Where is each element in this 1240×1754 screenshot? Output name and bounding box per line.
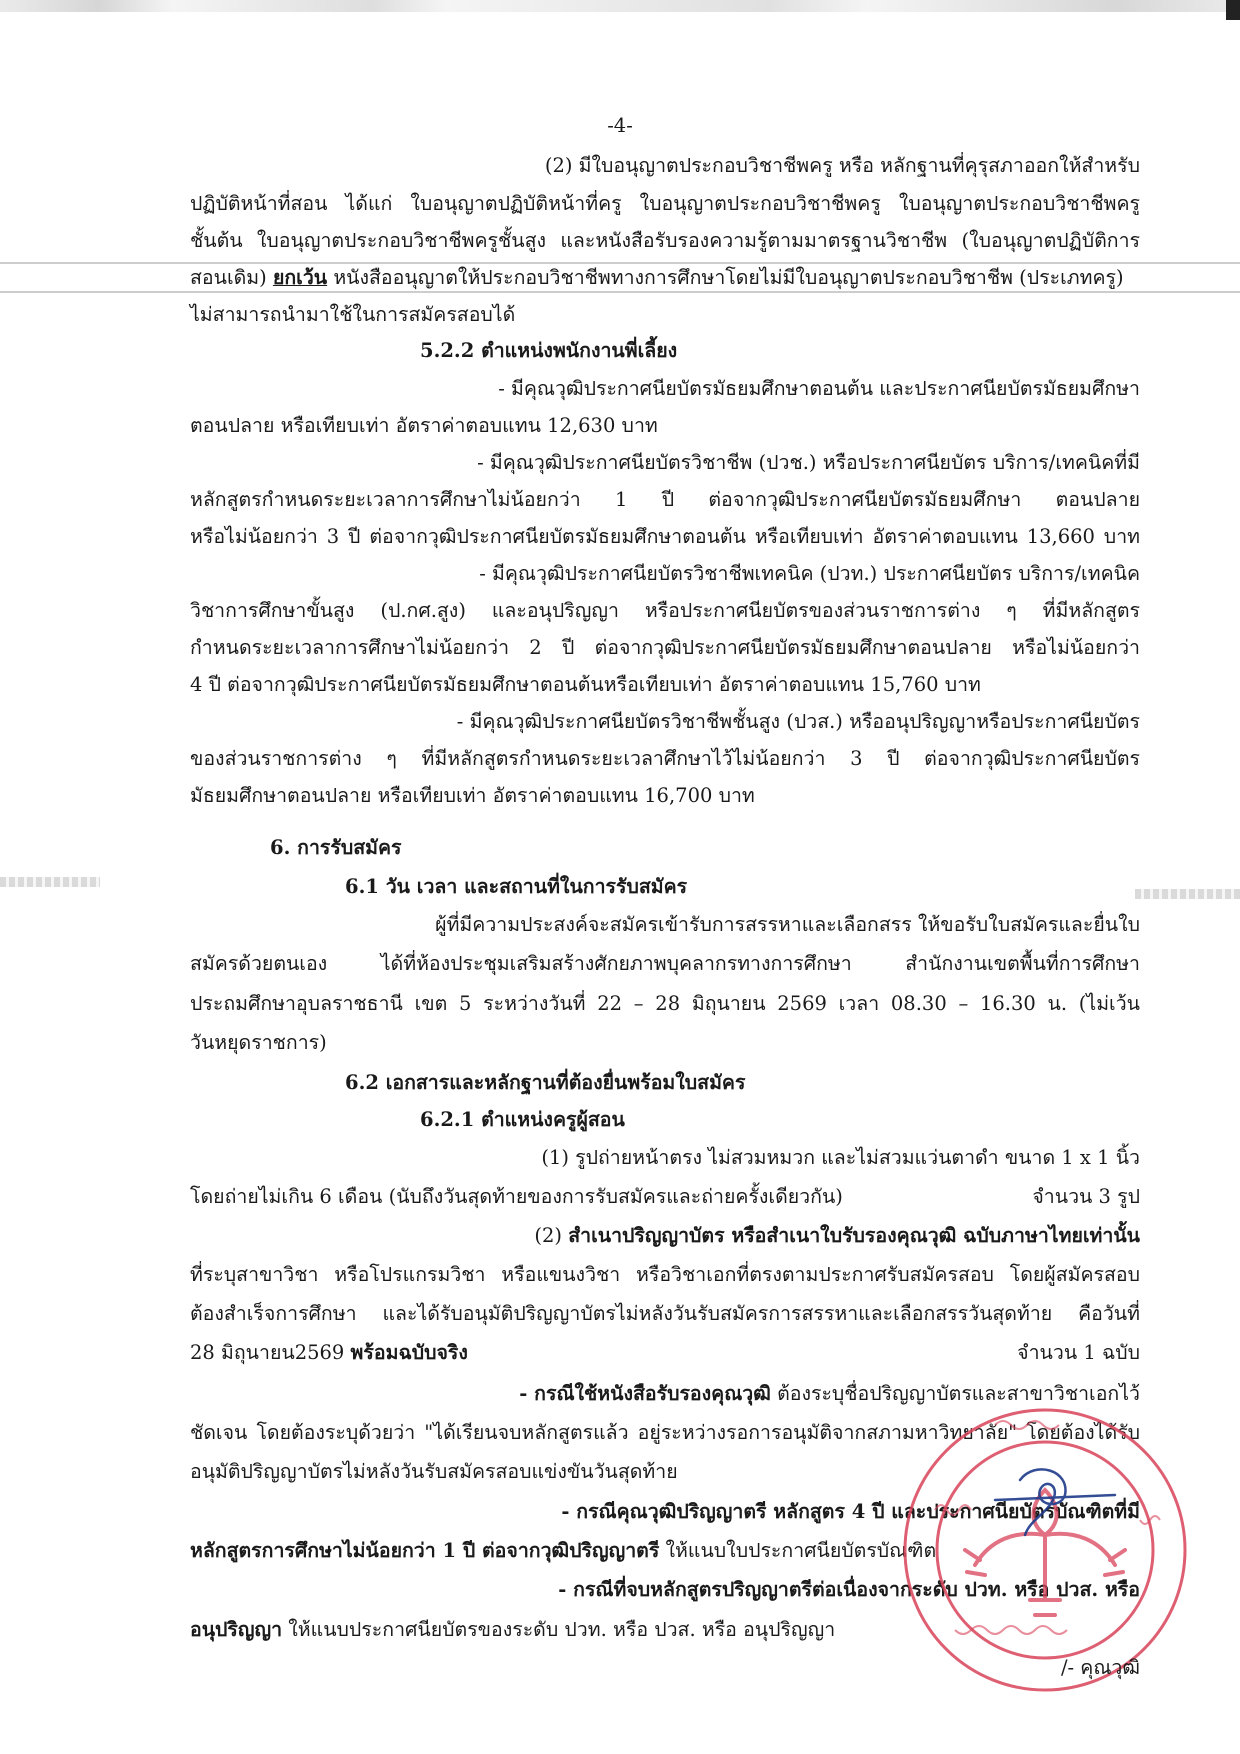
text-span: หนังสืออนุญาตให้ประกอบวิชาชีพทางการศึกษาโดยไม่มีใบอนุญาตประกอบวิชาชีพ (ประเภทครู) [333,266,1124,289]
emphasis-text: อนุปริญญา [190,1618,283,1641]
text-line: ตอนปลาย หรือเทียบเท่า อัตราค่าตอบแทน 12,630 บาท [190,414,658,437]
text-line [190,1222,1140,1250]
text-line: หรือไม่น้อยกว่า 3 ปี ต่อจากวุฒิประกาศนียบัตรมัธยมศึกษาตอนต้น หรือเทียบเท่า อัตราค่าตอบแทน 13,660 บาท [190,525,1140,548]
text-span: โดยถ่ายไม่เกิน 6 เดือน (นับถึงวันสุดท้ายของการรับสมัครและถ่ายครั้งเดียวกัน) [190,1185,843,1208]
text-line: ชั้นต้น ใบอนุญาตประกอบวิชาชีพครูชั้นสูง และหนังสือรับรองความรู้ตามมาตรฐานวิชาชีพ (ใบอนุญาตปฏิบัติการ [190,229,1140,252]
text-line: ต้องสำเร็จการศึกษา และได้รับอนุมัติปริญญาบัตรไม่หลังวันรับสมัครการสรรหาและเลือกสรรวันสุดท้าย คือวันที่ [190,1302,1140,1325]
text-span [190,1339,468,1367]
emphasis-text: - กรณีใช้หนังสือรับรองคุณวุฒิ [519,1382,771,1405]
text-line: - มีคุณวุฒิประกาศนียบัตรวิชาชีพเทคนิค (ปวท.) ประกาศนียบัตร บริการ/เทคนิค [479,562,1140,585]
text-line: ประถมศึกษาอุบลราชธานี เขต 5 ระหว่างวันที่ 22 – 28 มิถุนายน 2569 เวลา 08.30 – 16.30 น. (ไม่เว้น [190,992,1140,1015]
text-span: ให้แนบประกาศนียบัตรของระดับ ปวท. หรือ ปวส. หรือ อนุปริญญา [288,1618,836,1641]
text-line: วันหยุดราชการ) [190,1031,327,1054]
text-line: - มีคุณวุฒิประกาศนียบัตรมัธยมศึกษาตอนต้น และประกาศนียบัตรมัธยมศึกษา [498,377,1140,400]
text-span: ให้แนบใบประกาศนียบัตรบัณฑิต [665,1539,937,1562]
text-line: ที่ระบุสาขาวิชา หรือโปรแกรมวิชา หรือแขนงวิชา หรือวิชาเอกที่ตรงตามประกาศรับสมัครสอบ โดยผู้สมัครสอบ [190,1263,1140,1286]
text-line: ของส่วนราชการต่าง ๆ ที่มีหลักสูตรกำหนดระยะเวลาศึกษาไว้ไม่น้อยกว่า 3 ปี ต่อจากวุฒิประกาศนียบัตร [190,747,1140,770]
text-line: อนุมัติปริญญาบัตรไม่หลังวันรับสมัครสอบแข่งขันวันสุดท้าย [190,1460,678,1483]
text-line: ผู้ที่มีความประสงค์จะสมัครเข้ารับการสรรหาและเลือกสรร ให้ขอรับใบสมัครและยื่นใบ [435,913,1140,936]
emphasis-text: หลักสูตรการศึกษาไม่น้อยกว่า 1 ปี ต่อจากวุฒิปริญญาตรี [190,1539,660,1562]
seal-border-lettering [935,1421,1160,1634]
text-line: - มีคุณวุฒิประกาศนียบัตรวิชาชีพชั้นสูง (ปวส.) หรืออนุปริญญาหรือประกาศนียบัตร [456,710,1140,733]
scan-artifact-edge [0,877,100,887]
quantity-text: จำนวน 1 ฉบับ [1017,1341,1140,1364]
text-span: 28 มิถุนายน2569 [190,1341,345,1364]
text-line: (1) รูปถ่ายหน้าตรง ไม่สวมหมวก และไม่สวมแว่นตาดำ ขนาด 1 x 1 นิ้ว [541,1146,1140,1169]
subsection-heading: 6.1 วัน เวลา และสถานที่ในการรับสมัคร [345,875,688,898]
text-line: (2) มีใบอนุญาตประกอบวิชาชีพครู หรือ หลักฐานที่คุรุสภาออกให้สำหรับ [544,154,1140,177]
text-line: ปฏิบัติหน้าที่สอน ได้แก่ ใบอนุญาตปฏิบัติหน้าที่ครู ใบอนุญาตประกอบวิชาชีพครู ใบอนุญาตประกอบวิชาชีพครู [190,192,1140,215]
text-line: - มีคุณวุฒิประกาศนียบัตรวิชาชีพ (ปวช.) หรือประกาศนียบัตร บริการ/เทคนิคที่มี [477,451,1140,474]
quantity-text: จำนวน 3 รูป [1032,1185,1140,1208]
text-line [190,1339,1140,1367]
subsection-heading: 6.2 เอกสารและหลักฐานที่ต้องยื่นพร้อมใบสมัคร [345,1071,746,1094]
emphasis-text: ยกเว้น [272,266,328,289]
text-line: 4 ปี ต่อจากวุฒิประกาศนียบัตรมัธยมศึกษาตอนต้นหรือเทียบเท่า อัตราค่าตอบแทน 15,760 บาท [190,673,981,696]
subsection-heading: 6.2.1 ตำแหน่งครูผู้สอน [420,1108,625,1131]
section-heading: 5.2.2 ตำแหน่งพนักงานพี่เลี้ยง [420,339,678,362]
scan-corner-mark [1226,0,1240,20]
text-line: มัธยมศึกษาตอนปลาย หรือเทียบเท่า อัตราค่าตอบแทน 16,700 บาท [190,784,755,807]
text-line [190,264,1140,292]
text-line: - กรณีคุณวุฒิปริญญาตรี หลักสูตร 4 ปี และประกาศนียบัตรบัณฑิตที่มี [561,1500,1140,1523]
text-line: - กรณีที่จบหลักสูตรปริญญาตรีต่อเนื่องจากระดับ ปวท. หรือ ปวส. หรือ [558,1578,1140,1601]
emphasis-text: สำเนาปริญญาบัตร หรือสำเนาใบรับรองคุณวุฒิ ฉบับภาษาไทยเท่านั้น [568,1224,1140,1247]
text-line: สมัครด้วยตนเอง ได้ที่ห้องประชุมเสริมสร้างศักยภาพบุคลากรทางการศึกษา สำนักงานเขตพื้นที่การศึกษา [190,952,1140,975]
text-line: กำหนดระยะเวลาการศึกษาไม่น้อยกว่า 2 ปี ต่อจากวุฒิประกาศนียบัตรมัธยมศึกษาตอนปลาย หรือไม่น้อยกว่า [190,636,1140,659]
text-line: วิชาการศึกษาขั้นสูง (ป.กศ.สูง) และอนุปริญญา หรือประกาศนียบัตรของส่วนราชการต่าง ๆ ที่มีหลักสูตร [190,599,1140,622]
text-span: ต้องระบุชื่อปริญญาบัตรและสาขาวิชาเอกไว้ [777,1382,1140,1405]
scan-top-edge [0,0,1240,12]
scan-artifact-edge [1135,889,1240,899]
section-heading: 6. การรับสมัคร [270,836,402,859]
text-line: ไม่สามารถนำมาใช้ในการสมัครสอบได้ [190,303,516,326]
text-line: หลักสูตรกำหนดระยะเวลาการศึกษาไม่น้อยกว่า 1 ปี ต่อจากวุฒิประกาศนียบัตรมัธยมศึกษา ตอนปลาย [190,488,1140,511]
continuation-text: /- คุณวุฒิ [1060,1656,1140,1679]
text-span: สอนเดิม) [190,266,267,289]
text-line [190,1183,1140,1211]
text-span: (2) [534,1224,563,1247]
page-number: -4- [607,114,633,137]
text-line: ชัดเจน โดยต้องระบุด้วยว่า "ได้เรียนจบหลักสูตรแล้ว อยู่ระหว่างรอการอนุมัติจากสภามหาวิทยาลัย" โดยต้องได้รับ [190,1421,1140,1444]
emphasis-text: พร้อมฉบับจริง [350,1341,468,1364]
